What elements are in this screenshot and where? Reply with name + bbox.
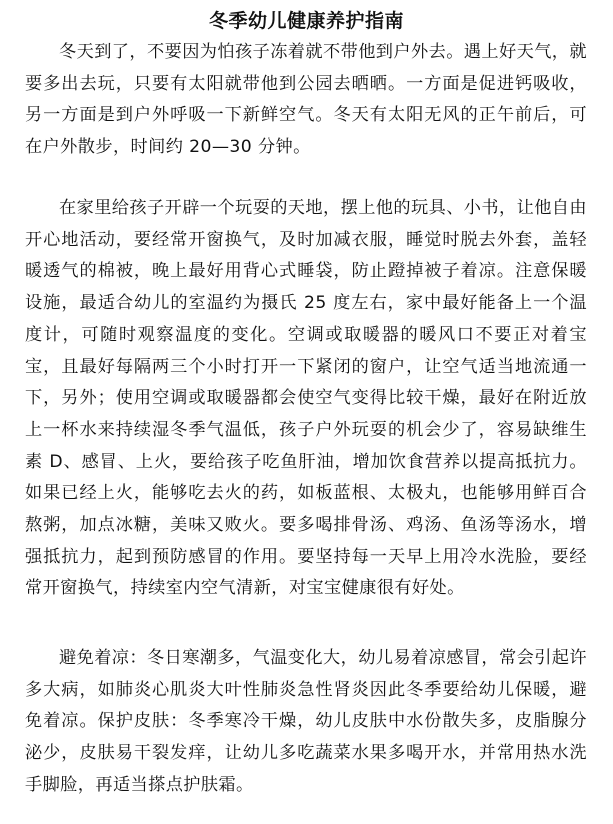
paragraph-home-care: 在家里给孩子开辟一个玩耍的天地，摆上他的玩具、小书，让他自由开心地活动，要经常开窗换气，及时加减衣服，睡觉时脱去外套，盖轻暖透气的棉被，晚上最好用背心式睡袋，防止蹬掉被子着凉。注意保暖设施，最适合幼儿的室温约为摄氏 25 度左右，家中最好能备上一个温度计，可随时观察温度的变化。空调或取暖器的暖风口不要正对着宝宝，且最好每隔两三个小时打开一下紧闭的窗户，让空气适当地流通一下，另外；使用空调或取暖器都会使空气变得比较干燥，最好在附近放上一杯水来持续湿冬季气温低，孩子户外玩耍的机会少了，容易缺维生素 D、感冒、上火，要给孩子吃鱼肝油，增加饮食营养以提高抵抗力。如果已经上火，能够吃去火的药，如板蓝根、太极丸，也能够用鲜百合熬粥，加点冰糖，美味又败火。要多喝排骨汤、鸡汤、鱼汤等汤水，增强抵抗力，起到预防感冒的作用。要坚持每一天早上用冷水洗脸，要经常开窗换气，持续室内空气清新，对宝宝健康很有好处。: [25, 198, 587, 599]
document-title: 冬季幼儿健康养护指南: [208, 10, 404, 32]
paragraph-cold-prevention-skin-care: 避免着凉：冬日寒潮多，气温变化大，幼儿易着凉感冒，常会引起许多大病，如肺炎心肌炎大叶性肺炎急性肾炎因此冬季要给幼儿保暖，避免着凉。保护皮肤：冬季寒冷干燥，幼儿皮肤中水份散失多，皮脂腺分泌少，皮肤易干裂发痒，让幼儿多吃蔬菜水果多喝开水，并常用热水洗手脚脸，再适当搽点护肤霜。: [25, 648, 587, 795]
paragraph-outdoor-activity: 冬天到了，不要因为怕孩子冻着就不带他到户外去。遇上好天气，就要多出去玩，只要有太阳就带他到公园去晒晒。一方面是促进钙吸收，另一方面是到户外呼吸一下新鲜空气。冬天有太阳无风的正午前后，可在户外散步，时间约 20—30 分钟。: [25, 42, 587, 158]
